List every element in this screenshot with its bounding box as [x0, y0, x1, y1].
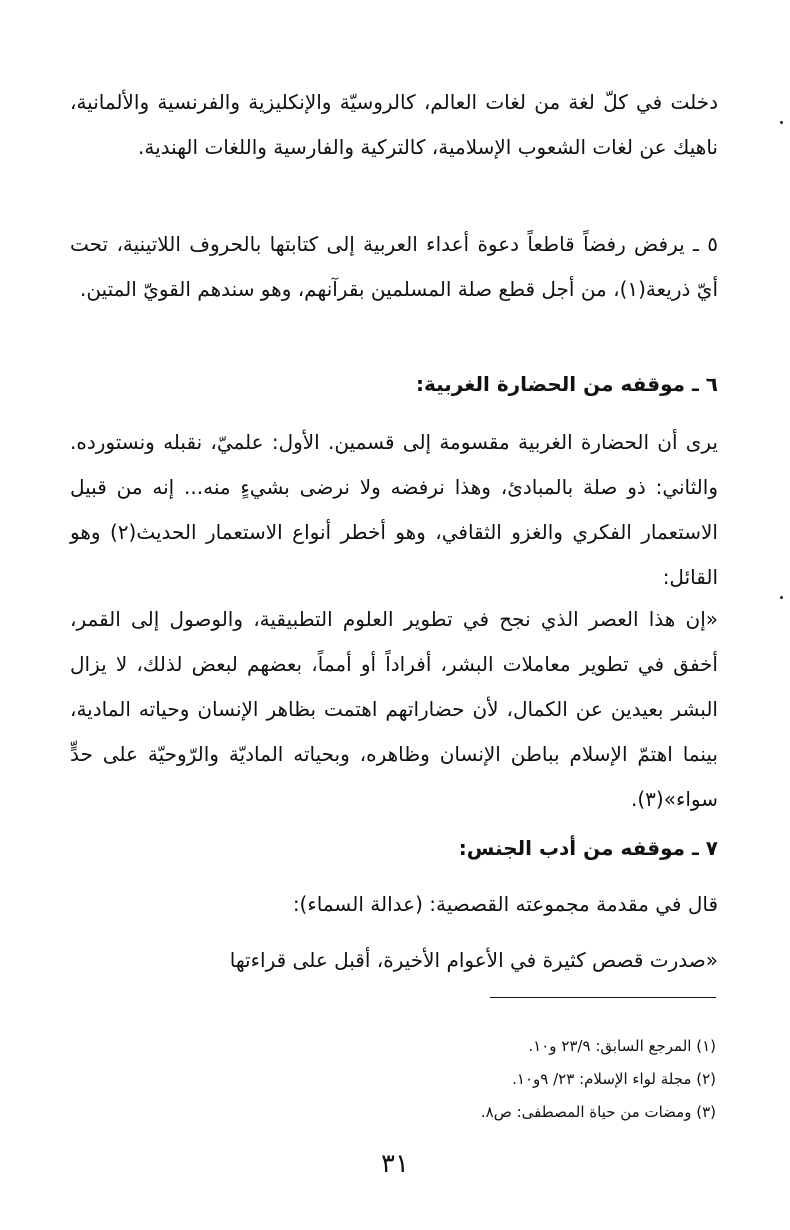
paragraph-languages: دخلت في كلّ لغة من لغات العالم، كالروسيّة والإنكليزية والفرنسية والألمانية، ناهيك عن لغات الشعوب الإسلامية، كالتركية والفارسية واللغات الهندية. — [70, 90, 718, 159]
paragraph-latin-script: ٥ ـ يرفض رفضاً قاطعاً دعوة أعداء العربية إلى كتابتها بالحروف اللاتينية، تحت أيّ ذريعة(١)، من أجل قطع صلة المسلمين بقرآنهم، وهو سندهم القويّ المتين. — [70, 232, 718, 301]
paragraph-western-civilization: يرى أن الحضارة الغربية مقسومة إلى قسمين. الأول: علميّ، نقبله ونستورده. والثاني: ذو صلة بالمبادئ، وهذا نرفضه ولا نرضى بشيءٍ منه... إنه من قبيل الاستعمار الفكري والغزو الثقافي، وهو أخطر أنواع الاستعمار الحديث(٢) وهو القائل: — [70, 430, 718, 589]
page-number: ٣١ — [381, 1149, 409, 1179]
paragraph-quote-start: «صدرت قصص كثيرة في الأعوام الأخيرة، أقبل على قراءتها — [229, 948, 718, 972]
footnote-3: (٣) ومضات من حياة المصطفى: ص٨. — [480, 1103, 716, 1121]
heading-western-civilization: ٦ ـ موقفه من الحضارة الغربية: — [415, 372, 718, 396]
paragraph-introduction: قال في مقدمة مجموعته القصصية: (عدالة السماء): — [292, 892, 718, 916]
scan-speck — [780, 121, 783, 124]
quote-modern-age: «إن هذا العصر الذي نجح في تطوير العلوم التطبيقية، والوصول إلى القمر، أخفق في تطوير معاملات البشر، أفراداً أو أمماً، بعضهم لبعض لذلك، لا يزال البشر بعيدين عن الكمال، لأن حضاراتهم اهتمت بظاهر الإنسان وحياته المادية، بينما اهتمّ الإسلام بباطن الإنسان وظاهره، وبحياته الماديّة والرّوحيّة على حدٍّ سواء»(٣). — [70, 607, 718, 811]
heading-literature: ٧ ـ موقفه من أدب الجنس: — [458, 836, 718, 860]
footnote-divider — [490, 997, 716, 998]
footnote-2: (٢) مجلة لواء الإسلام: ٢٣/ ٩و١٠. — [512, 1070, 716, 1088]
footnote-1: (١) المرجع السابق: ٢٣/٩ و١٠. — [528, 1037, 716, 1055]
scan-speck — [780, 596, 783, 599]
